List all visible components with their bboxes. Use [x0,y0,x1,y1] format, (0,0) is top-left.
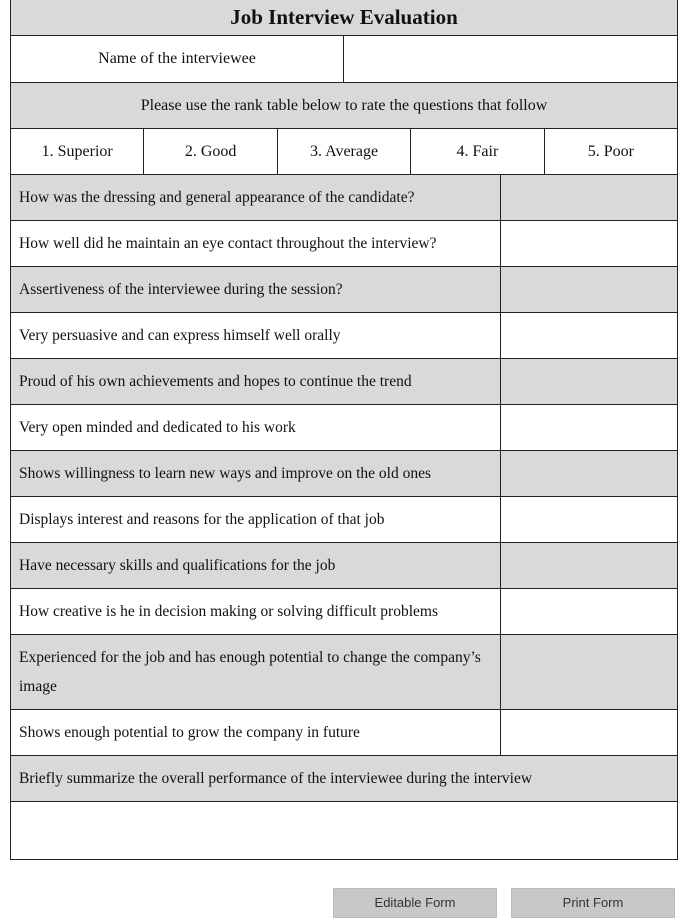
rating-input[interactable] [501,313,677,358]
question-text: How creative is he in decision making or solving difficult problems [11,589,501,634]
rank-instructions: Please use the rank table below to rate the questions that follow [11,83,677,129]
rating-input[interactable] [501,221,677,266]
rating-input[interactable] [501,451,677,496]
question-row [11,405,677,451]
rank-good: 2. Good [144,129,277,174]
question-row [11,543,677,589]
question-text: Have necessary skills and qualifications for the job [11,543,501,588]
question-row [11,497,677,543]
question-text: Assertiveness of the interviewee during the session? [11,267,501,312]
question-row [11,175,677,221]
rating-input[interactable] [501,405,677,450]
question-row [11,451,677,497]
question-text: Very open minded and dedicated to his work [11,405,501,450]
question-text: Displays interest and reasons for the application of that job [11,497,501,542]
rating-input[interactable] [501,175,677,220]
question-text: Very persuasive and can express himself well orally [11,313,501,358]
question-row [11,635,677,710]
form-title: Job Interview Evaluation [11,0,677,36]
name-label: Name of the interviewee [11,36,344,82]
question-row [11,589,677,635]
print-form-button[interactable]: Print Form [511,888,675,918]
rating-input[interactable] [501,710,677,755]
rank-superior: 1. Superior [11,129,144,174]
rank-poor: 5. Poor [587,142,634,160]
question-row [11,710,677,756]
name-row [11,36,677,83]
rank-fair: 4. Fair [411,129,544,174]
rating-input[interactable] [501,589,677,634]
rank-average: 3. Average [278,129,411,174]
rating-input[interactable] [501,497,677,542]
question-text: Experienced for the job and has enough potential to change the company’s image [11,635,501,709]
question-text: Shows willingness to learn new ways and improve on the old ones [11,451,501,496]
question-text: Proud of his own achievements and hopes to continue the trend [11,359,501,404]
summary-prompt: Briefly summarize the overall performance of the interviewee during the interview [11,756,677,802]
question-text: Shows enough potential to grow the company in future [11,710,501,755]
rating-input[interactable] [501,543,677,588]
evaluation-form [10,0,678,860]
rating-input[interactable] [501,359,677,404]
rank-table [11,129,677,175]
question-row [11,267,677,313]
question-row [11,359,677,405]
summary-input[interactable] [11,802,677,859]
rating-input[interactable] [501,635,677,709]
question-row [11,313,677,359]
editable-form-button[interactable]: Editable Form [333,888,497,918]
rating-input[interactable] [501,267,677,312]
question-text: How well did he maintain an eye contact throughout the interview? [11,221,501,266]
name-input[interactable] [344,36,677,82]
question-text: How was the dressing and general appearance of the candidate? [11,175,501,220]
question-row [11,221,677,267]
